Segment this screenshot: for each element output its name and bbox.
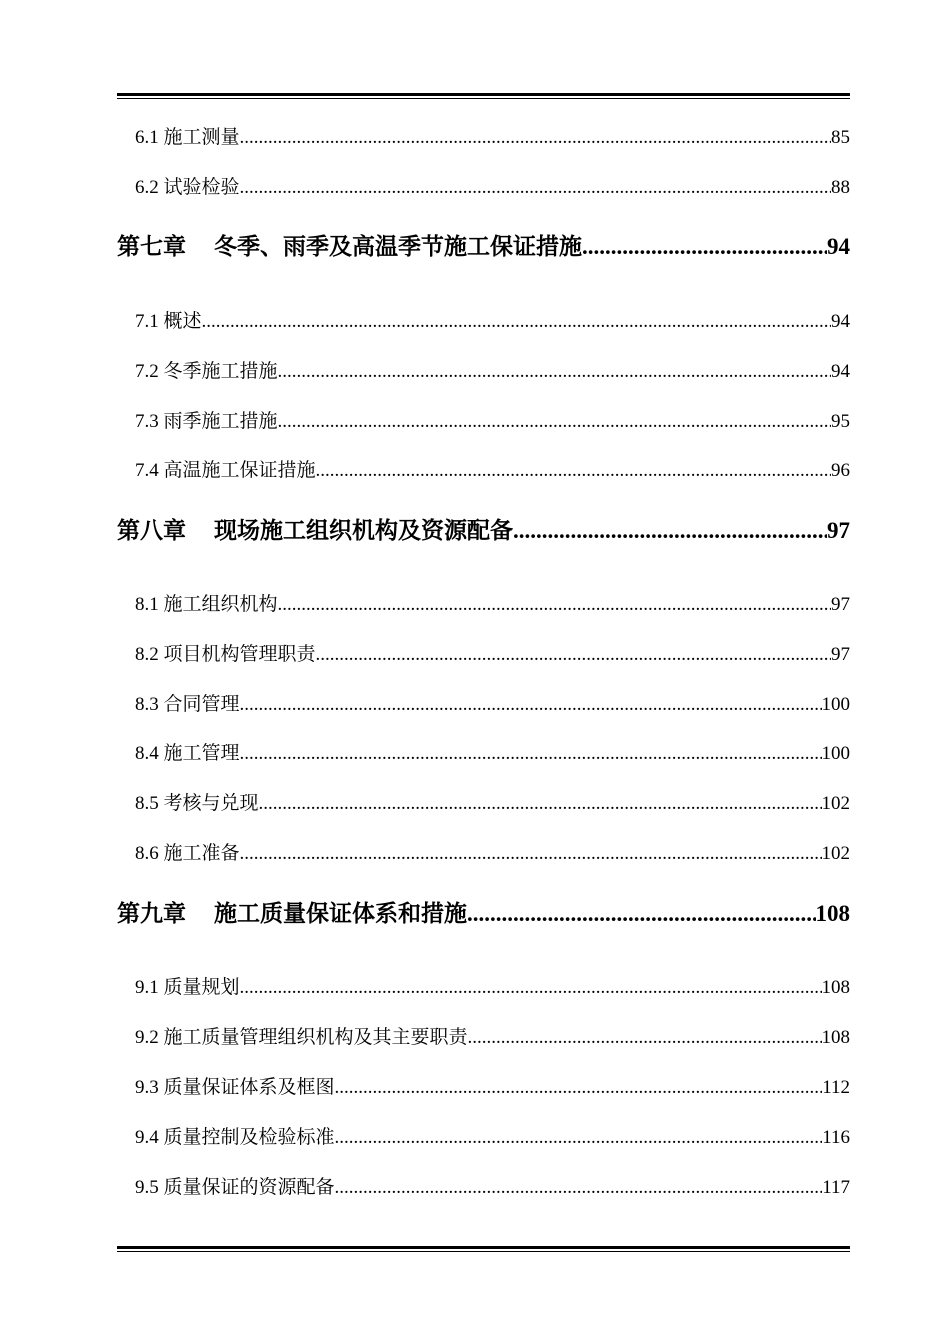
toc-page-number: 94 bbox=[831, 311, 850, 332]
toc-entry-label: 8.6 施工准备 bbox=[135, 843, 240, 864]
toc-page-number: 116 bbox=[822, 1127, 850, 1148]
toc-entry-9-5[interactable] bbox=[135, 1175, 850, 1201]
toc-entry-label: 9.5 质量保证的资源配备 bbox=[135, 1177, 335, 1198]
dot-leader bbox=[335, 1125, 823, 1151]
toc-entry-9-3[interactable] bbox=[135, 1075, 850, 1101]
toc-page-number: 102 bbox=[821, 793, 850, 814]
toc-entry-6-1[interactable] bbox=[135, 125, 850, 151]
dot-leader bbox=[335, 1175, 823, 1201]
toc-entry-7-2[interactable] bbox=[135, 359, 850, 385]
toc-entry-8-1[interactable] bbox=[135, 592, 850, 618]
footer-rule bbox=[117, 1246, 850, 1252]
toc-entry-label: 7.3 雨季施工措施 bbox=[135, 411, 278, 432]
chapter-title: 施工质量保证体系和措施 bbox=[214, 901, 467, 926]
toc-entry-label: 6.1 施工测量 bbox=[135, 127, 240, 148]
toc-entry-6-2[interactable] bbox=[135, 175, 850, 201]
toc-entry-7-4[interactable] bbox=[135, 458, 850, 484]
dot-leader bbox=[240, 741, 822, 767]
toc-entry-8-6[interactable] bbox=[135, 841, 850, 867]
dot-leader bbox=[259, 791, 822, 817]
toc-page-number: 94 bbox=[831, 361, 850, 382]
chapter-title: 冬季、雨季及高温季节施工保证措施 bbox=[214, 234, 582, 259]
toc-chapter-9[interactable] bbox=[117, 899, 850, 929]
chapter-number: 第七章 bbox=[117, 234, 186, 259]
toc-page-number: 96 bbox=[831, 460, 850, 481]
toc-page-number: 112 bbox=[822, 1077, 850, 1098]
toc-entry-label: 8.5 考核与兑现 bbox=[135, 793, 259, 814]
toc-entry-label: 9.4 质量控制及检验标准 bbox=[135, 1127, 335, 1148]
toc-page-number: 100 bbox=[821, 694, 850, 715]
dot-leader bbox=[335, 1075, 823, 1101]
toc-page-number: 108 bbox=[815, 901, 850, 926]
toc-chapter-7[interactable] bbox=[117, 232, 850, 262]
toc-entry-label: 8.1 施工组织机构 bbox=[135, 594, 278, 615]
toc-page-number: 117 bbox=[822, 1177, 850, 1198]
dot-leader bbox=[582, 232, 827, 262]
dot-leader bbox=[278, 592, 831, 618]
toc-page-number: 85 bbox=[831, 127, 850, 148]
toc-entry-8-2[interactable] bbox=[135, 642, 850, 668]
toc-entry-8-5[interactable] bbox=[135, 791, 850, 817]
toc-page-number: 88 bbox=[831, 177, 850, 198]
toc-entry-7-3[interactable] bbox=[135, 409, 850, 435]
toc-entry-8-3[interactable] bbox=[135, 692, 850, 718]
chapter-title: 现场施工组织机构及资源配备 bbox=[214, 518, 513, 543]
toc-entry-label: 9.1 质量规划 bbox=[135, 977, 240, 998]
dot-leader bbox=[468, 1025, 822, 1051]
toc-page-number: 97 bbox=[827, 518, 850, 543]
toc-page-number: 100 bbox=[821, 743, 850, 764]
toc-entry-7-1[interactable] bbox=[135, 309, 850, 335]
toc-page-number: 97 bbox=[831, 644, 850, 665]
toc-page-number: 94 bbox=[827, 234, 850, 259]
dot-leader bbox=[316, 458, 831, 484]
dot-leader bbox=[513, 516, 827, 546]
toc-entry-label: 8.3 合同管理 bbox=[135, 694, 240, 715]
chapter-number: 第九章 bbox=[117, 901, 186, 926]
toc-entry-label: 7.2 冬季施工措施 bbox=[135, 361, 278, 382]
toc-entry-label: 8.2 项目机构管理职责 bbox=[135, 644, 316, 665]
dot-leader bbox=[278, 359, 831, 385]
toc-page-number: 95 bbox=[831, 411, 850, 432]
toc-page-number: 97 bbox=[831, 594, 850, 615]
toc-entry-label: 6.2 试验检验 bbox=[135, 177, 240, 198]
dot-leader bbox=[278, 409, 831, 435]
dot-leader bbox=[240, 975, 822, 1001]
toc-entry-9-1[interactable] bbox=[135, 975, 850, 1001]
toc-entry-label: 9.2 施工质量管理组织机构及其主要职责 bbox=[135, 1027, 468, 1048]
dot-leader bbox=[240, 692, 822, 718]
toc-page-number: 108 bbox=[821, 1027, 850, 1048]
toc-entry-9-2[interactable] bbox=[135, 1025, 850, 1051]
chapter-number: 第八章 bbox=[117, 518, 186, 543]
toc-page-number: 102 bbox=[821, 843, 850, 864]
toc-entry-label: 9.3 质量保证体系及框图 bbox=[135, 1077, 335, 1098]
toc-chapter-8[interactable] bbox=[117, 516, 850, 546]
toc-page-number: 108 bbox=[821, 977, 850, 998]
dot-leader bbox=[316, 642, 831, 668]
dot-leader bbox=[240, 175, 831, 201]
dot-leader bbox=[467, 899, 816, 929]
toc-entry-8-4[interactable] bbox=[135, 741, 850, 767]
toc-entry-label: 7.1 概述 bbox=[135, 311, 202, 332]
toc-entry-9-4[interactable] bbox=[135, 1125, 850, 1151]
dot-leader bbox=[202, 309, 831, 335]
toc-entry-label: 7.4 高温施工保证措施 bbox=[135, 460, 316, 481]
toc-entry-label: 8.4 施工管理 bbox=[135, 743, 240, 764]
dot-leader bbox=[240, 841, 822, 867]
dot-leader bbox=[240, 125, 831, 151]
